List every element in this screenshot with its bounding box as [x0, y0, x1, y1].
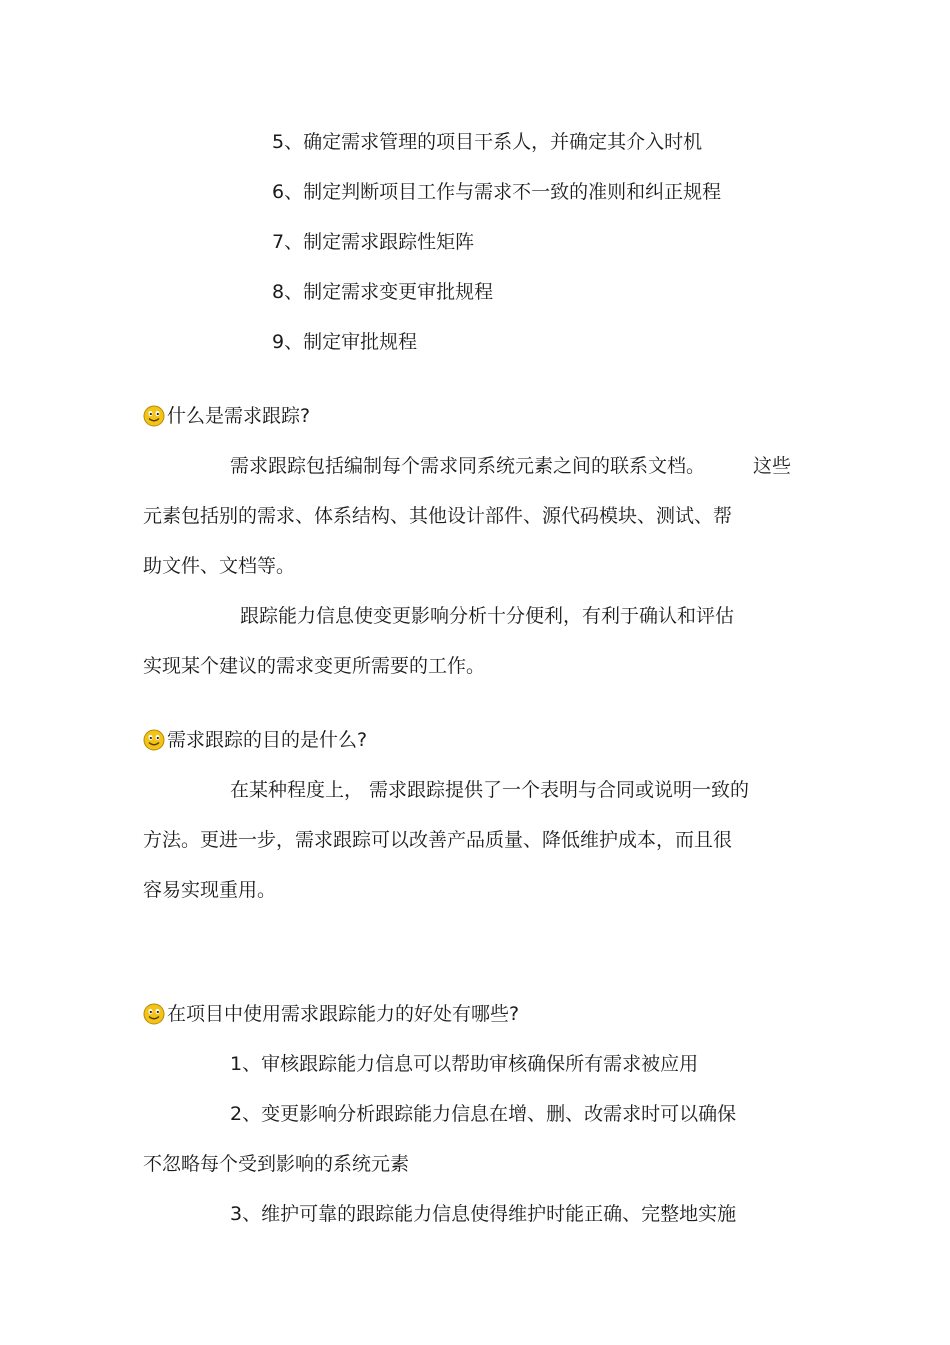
list-item: 8、制定需求变更审批规程 [272, 281, 494, 303]
paragraph-line: 不忽略每个受到影响的系统元素 [143, 1153, 410, 1175]
paragraph-line: 容易实现重用。 [143, 879, 277, 901]
section-heading-text: 什么是需求跟踪? [167, 405, 311, 427]
list-item: 9、制定审批规程 [272, 331, 418, 353]
smiley-icon [143, 405, 165, 427]
paragraph-line: 助文件、文档等。 [143, 555, 296, 577]
list-item: 5、确定需求管理的项目干系人，并确定其介入时机 [272, 131, 703, 153]
paragraph-line: 在某种程度上， 需求跟踪提供了一个表明与合同或说明一致的 [230, 779, 750, 801]
smiley-icon [143, 729, 165, 751]
list-item: 1、审核跟踪能力信息可以帮助审核确保所有需求被应用 [230, 1053, 699, 1075]
smiley-icon [143, 1003, 165, 1025]
list-item: 6、制定判断项目工作与需求不一致的准则和纠正规程 [272, 181, 722, 203]
paragraph-line: 实现某个建议的需求变更所需要的工作。 [143, 655, 486, 677]
section-heading-text: 在项目中使用需求跟踪能力的好处有哪些? [167, 1003, 520, 1025]
paragraph-line: 元素包括别的需求、体系结构、其他设计部件、源代码模块、测试、帮 [143, 505, 733, 527]
paragraph-line: 方法。更进一步，需求跟踪可以改善产品质量、降低维护成本，而且很 [143, 829, 733, 851]
section-heading-benefits [143, 1001, 519, 1027]
section-heading-what-is-tracing [143, 403, 310, 429]
list-item: 7、制定需求跟踪性矩阵 [272, 231, 475, 253]
section-heading-text: 需求跟踪的目的是什么? [167, 729, 368, 751]
paragraph-line: 需求跟踪包括编制每个需求同系统元素之间的联系文档。 这些 [230, 455, 792, 477]
section-heading-purpose [143, 727, 367, 753]
paragraph-line: 跟踪能力信息使变更影响分析十分便利，有利于确认和评估 [240, 605, 735, 627]
list-item: 2、变更影响分析跟踪能力信息在增、删、改需求时可以确保 [230, 1103, 737, 1125]
list-item: 3、维护可靠的跟踪能力信息使得维护时能正确、完整地实施 [230, 1203, 737, 1225]
